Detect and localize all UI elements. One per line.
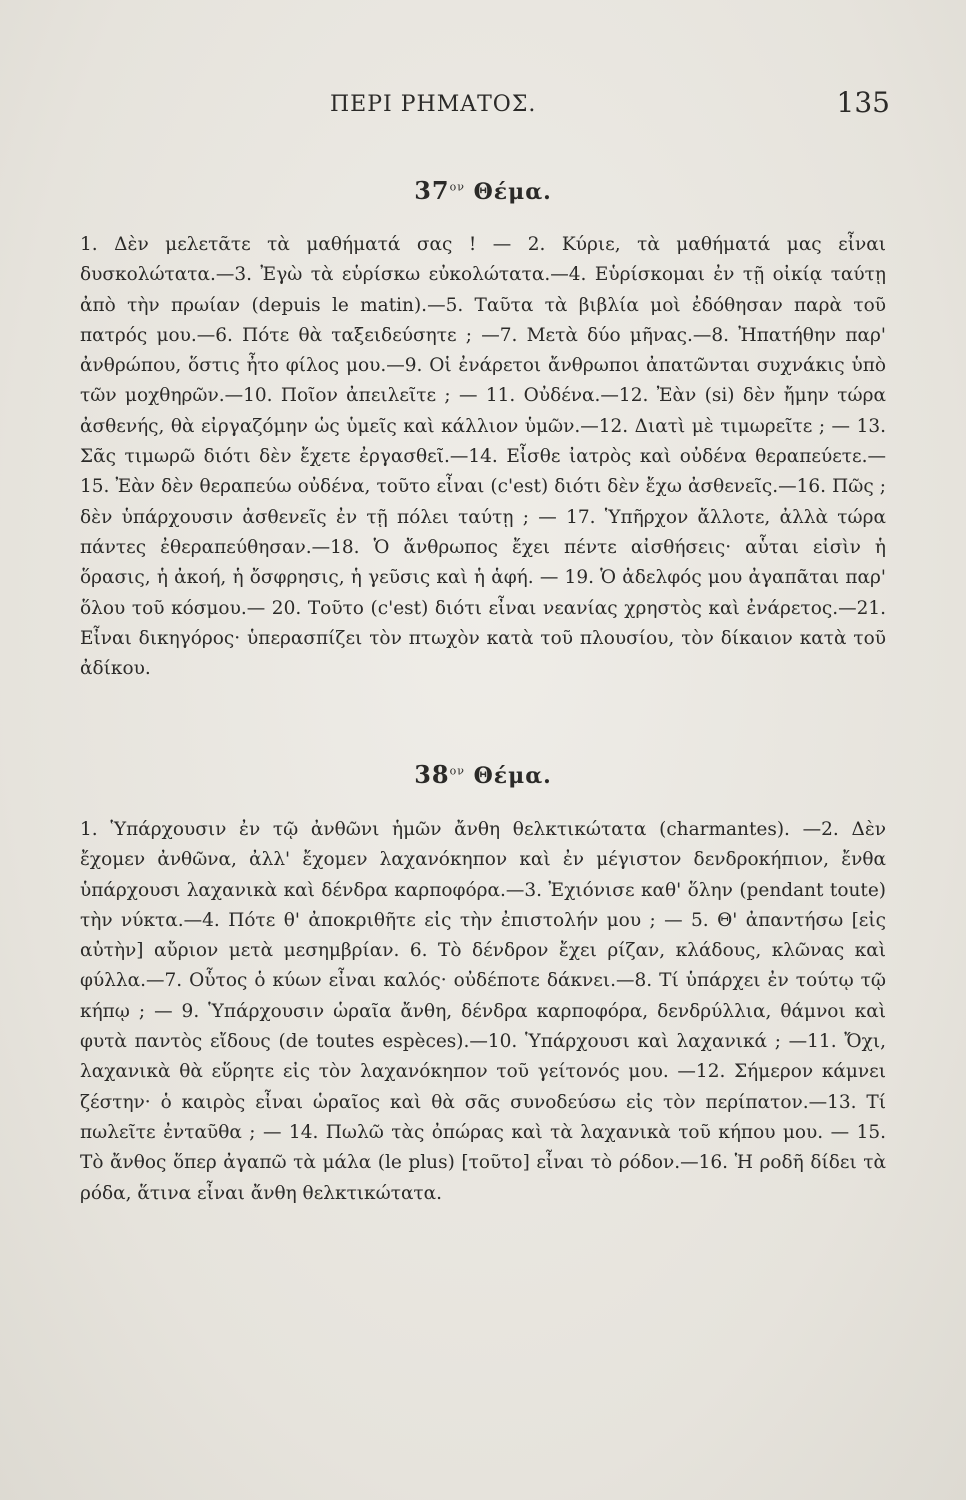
section-word: Θέμα. <box>473 763 552 789</box>
section-ordinal-suffix: ον <box>449 180 465 194</box>
section-number: 38 <box>414 760 450 789</box>
section-ordinal-suffix: ον <box>449 764 465 778</box>
section-heading-38 <box>0 760 966 789</box>
page-header <box>80 86 890 132</box>
page-number: 135 <box>836 86 890 119</box>
section-number: 37 <box>414 176 450 205</box>
section-text-37: 1. Δὲν μελετᾶτε τὰ μαθήματά σας ! — 2. Κύριε, τὰ μαθήματά μας εἶναι δυσκολώτατα.—3. Ἐγὼ τὰ εὑρίσκω εὐκολώτατα.—4. Εὑρίσκομαι ἐν τῇ οἰκίᾳ ταύτῃ ἀπὸ τὴν πρωίαν (depuis le matin).—5. Ταῦτα τὰ βιβλία μοὶ ἐδόθησαν παρὰ τοῦ πατρός μου.—6. Πότε θὰ ταξειδεύσητε ; —7. Μετὰ δύο μῆνας.—8. Ἠπατήθην παρ' ἀνθρώπου, ὅστις ἦτο φίλος μου.—9. Οἱ ἐνάρετοι ἄνθρωποι ἀπατῶνται συχνάκις ὑπὸ τῶν μοχθηρῶν.—10. Ποῖον ἀπειλεῖτε ; — 11. Οὐδένα.—12. Ἐὰν (si) δὲν ἤμην τώρα ἀσθενής, θὰ εἰργαζόμην ὡς ὑμεῖς καὶ κάλλιον ὑμῶν.—12. Διατὶ μὲ τιμωρεῖτε ; — 13. Σᾶς τιμωρῶ διότι δὲν ἔχετε ἐργασθεῖ.—14. Εἶσθε ἰατρὸς καὶ οὐδένα θεραπεύετε.—15. Ἐὰν δὲν θεραπεύω οὐδένα, τοῦτο εἶναι (c'est) διότι δὲν ἔχω ἀσθενεῖς.—16. Πῶς ; δὲν ὑπάρχουσιν ἀσθενεῖς ἐν τῇ πόλει ταύτῃ ; — 17. Ὑπῆρχον ἄλλοτε, ἀλλὰ τώρα πάντες ἐθεραπεύθησαν.—18. Ὁ ἄνθρωπος ἔχει πέντε αἰσθήσεις· αὗται εἰσὶν ἡ ὅρασις, ἡ ἀκοή, ἡ ὄσφρησις, ἡ γεῦσις καὶ ἡ ἁφή. — 19. Ὁ ἀδελφός μου ἀγαπᾶται παρ' ὅλου τοῦ κόσμου.— 20. Τοῦτο (c'est) διότι εἶναι νεανίας χρηστὸς καὶ ἐνάρετος.—21. Εἶναι δικηγόρος· ὑπερασπίζει τὸν πτωχὸν κατὰ τοῦ πλουσίου, τὸν δίκαιον κατὰ τοῦ ἀδίκου. <box>80 234 886 680</box>
section-text-38: 1. Ὑπάρχουσιν ἐν τῷ ἀνθῶνι ἡμῶν ἄνθη θελκτικώτατα (charmantes). —2. Δὲν ἔχομεν ἀνθῶνα, ἀλλ' ἔχομεν λαχανόκηπον καὶ ἐν μέγιστον δενδροκήπιον, ἔνθα ὑπάρχουσι λαχανικὰ καὶ δένδρα καρποφόρα.—3. Ἐχιόνισε καθ' ὅλην (pendant toute) τὴν νύκτα.—4. Πότε θ' ἀποκριθῆτε εἰς τὴν ἐπιστολήν μου ; — 5. Θ' ἀπαντήσω [εἰς αὐτὴν] αὔριον μετὰ μεσημβρίαν. 6. Τὸ δένδρον ἔχει ρίζαν, κλάδους, κλῶνας καὶ φύλλα.—7. Οὗτος ὁ κύων εἶναι καλός· οὐδέποτε δάκνει.—8. Τί ὑπάρχει ἐν τούτῳ τῷ κήπῳ ; — 9. Ὑπάρχουσιν ὡραῖα ἄνθη, δένδρα καρποφόρα, δενδρύλλια, θάμνοι καὶ φυτὰ παντὸς εἴδους (de toutes espèces).—10. Ὑπάρχουσι καὶ λαχανικά ; —11. Ὄχι, λαχανικὰ θὰ εὕρητε εἰς τὸν λαχανόκηπον τοῦ γείτονός μου. —12. Σήμερον κάμνει ζέστην· ὁ καιρὸς εἶναι ὡραῖος καὶ θὰ σᾶς συνοδεύσω εἰς τὸν περίπατον.—13. Τί πωλεῖτε ἐνταῦθα ; — 14. Πωλῶ τὰς ὀπώρας καὶ τὰ λαχανικὰ τοῦ κήπου μου. — 15. Τὸ ἄνθος ὅπερ ἀγαπῶ τὰ μάλα (le plus) [τοῦτο] εἶναι τὸ ρόδον.—16. Ἡ ροδῆ δίδει τὰ ρόδα, ἅτινα εἶναι ἄνθη θελκτικώτατα. <box>80 819 886 1204</box>
section-heading-37 <box>0 176 966 205</box>
running-head: ΠΕΡΙ ΡΗΜΑΤΟΣ. <box>330 92 537 117</box>
section-word: Θέμα. <box>473 179 552 205</box>
